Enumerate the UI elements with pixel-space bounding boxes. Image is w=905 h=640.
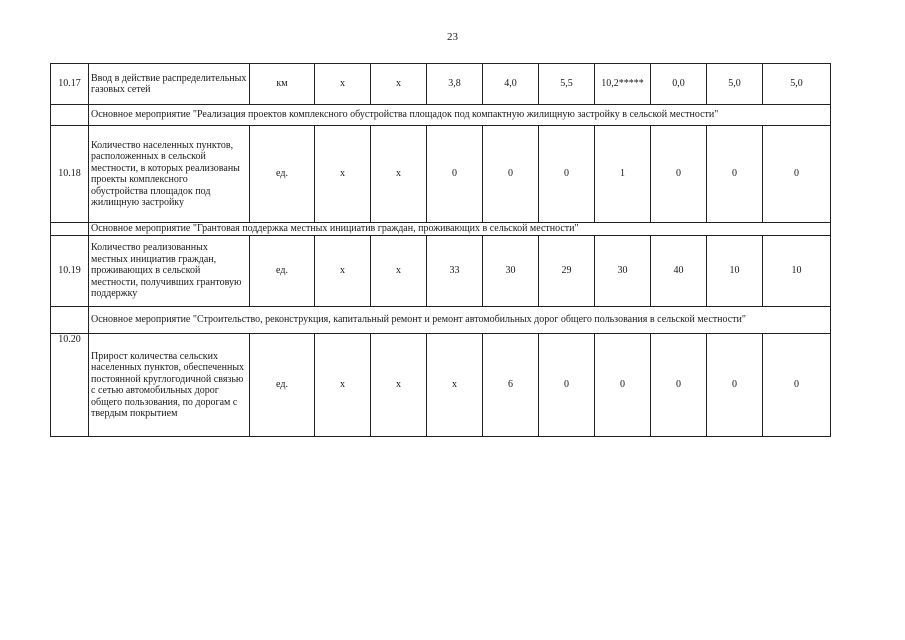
value-cell: х	[371, 334, 427, 437]
value-cell: 33	[427, 236, 483, 307]
value-cell: 29	[539, 236, 595, 307]
value-cell: 30	[595, 236, 651, 307]
value-cell: 0	[483, 126, 539, 223]
table-row-10-19	[51, 236, 831, 307]
section-row	[51, 105, 831, 126]
value-cell: 3,8	[427, 64, 483, 105]
value-cell: 1	[595, 126, 651, 223]
value-cell: 10	[707, 236, 763, 307]
value-cell: х	[427, 334, 483, 437]
value-cell: 0	[707, 334, 763, 437]
value-cell: 5,0	[707, 64, 763, 105]
value-cell: 4,0	[483, 64, 539, 105]
empty-cell	[51, 105, 89, 126]
unit-cell: ед.	[250, 236, 315, 307]
row-number: 10.17	[51, 64, 89, 105]
value-cell: 5,0	[763, 64, 831, 105]
value-cell: х	[315, 64, 371, 105]
section-row	[51, 307, 831, 334]
section-row	[51, 223, 831, 236]
unit-cell: ед.	[250, 334, 315, 437]
value-cell: х	[315, 236, 371, 307]
table-row-10-18	[51, 126, 831, 223]
table-row-10-20	[51, 334, 831, 437]
value-cell: 0	[763, 126, 831, 223]
empty-cell	[51, 223, 89, 236]
value-cell: 0,0	[651, 64, 707, 105]
value-cell: х	[315, 126, 371, 223]
indicator-name: Количество реализованных местных инициатив граждан, проживающих в сельской местности, получивших грантовую поддержку	[89, 236, 250, 307]
indicator-name: Прирост количества сельских населенных пунктов, обеспеченных постоянной круглогодичной связью с сетью автомобильных дорог общего пользования, по дорогам с твердым покрытием	[89, 334, 250, 437]
value-cell: х	[371, 126, 427, 223]
value-cell: 40	[651, 236, 707, 307]
value-cell: 0	[427, 126, 483, 223]
value-cell: 0	[539, 334, 595, 437]
value-cell: 0	[651, 334, 707, 437]
indicator-name: Количество населенных пунктов, расположенных в сельской местности, в которых реализованы проекты комплексного обустройства площадок под жилищную застройку	[89, 126, 250, 223]
unit-cell: ед.	[250, 126, 315, 223]
empty-cell	[51, 307, 89, 334]
value-cell: х	[371, 64, 427, 105]
section-title: Основное мероприятие "Строительство, реконструкция, капитальный ремонт и ремонт автомобильных дорог общего пользования в сельской местности"	[89, 307, 831, 334]
row-number: 10.19	[51, 236, 89, 307]
indicators-table	[50, 63, 831, 437]
value-cell: 0	[595, 334, 651, 437]
indicator-name: Ввод в действие распределительных газовых сетей	[89, 64, 250, 105]
page-number: 23	[447, 31, 458, 43]
value-cell: х	[315, 334, 371, 437]
value-cell: 0	[763, 334, 831, 437]
value-cell: 30	[483, 236, 539, 307]
section-title: Основное мероприятие "Реализация проектов комплексного обустройства площадок под компактную жилищную застройку в сельской местности"	[89, 105, 831, 126]
value-cell: 0	[539, 126, 595, 223]
row-number: 10.20	[51, 334, 89, 437]
unit-cell: км	[250, 64, 315, 105]
value-cell: 5,5	[539, 64, 595, 105]
table-row-10-17	[51, 64, 831, 105]
value-cell: 10,2*****	[595, 64, 651, 105]
section-title: Основное мероприятие "Грантовая поддержка местных инициатив граждан, проживающих в сельской местности"	[89, 223, 831, 236]
value-cell: 6	[483, 334, 539, 437]
value-cell: х	[371, 236, 427, 307]
value-cell: 0	[707, 126, 763, 223]
row-number: 10.18	[51, 126, 89, 223]
value-cell: 0	[651, 126, 707, 223]
value-cell: 10	[763, 236, 831, 307]
